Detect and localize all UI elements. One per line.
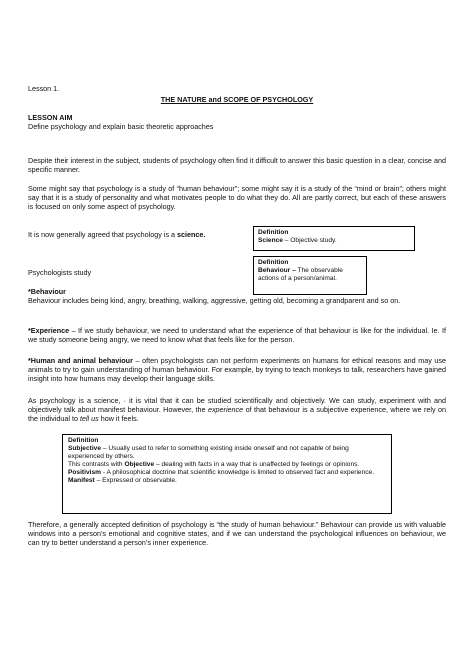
term-positivism: Positivism [68, 469, 101, 476]
aim-heading: LESSON AIM [28, 113, 73, 122]
definition-subjective [68, 445, 386, 461]
definition-positivism [68, 469, 386, 477]
science-text-c: how it feels. [98, 414, 139, 423]
text-manifest: – Expressed or observable. [94, 477, 177, 484]
definition-manifest [68, 477, 386, 485]
human-animal-paragraph [28, 356, 446, 383]
text-positivism: - A philosophical doctrine that scientific knowledge is limited to observed fact and experience. [100, 469, 375, 476]
definition-behaviour [258, 267, 362, 283]
definition-heading: Definition [68, 437, 99, 444]
experience-text: – If we study behaviour, we need to understand what the experience of that behaviour is like for the individual. Ie. If we study someone being angry, we need to know what that feels like for the person. [28, 326, 446, 344]
definition-heading: Definition [258, 229, 289, 236]
definition-heading: Definition [258, 259, 289, 266]
text-objective: – dealing with facts in a way that is unaffected by feelings or opinions. [154, 461, 360, 468]
term-subjective: Subjective [68, 445, 101, 452]
science-keyword: science. [177, 230, 206, 239]
psychologists-study-label: Psychologists study [28, 268, 92, 277]
definition-box-behaviour [253, 256, 367, 295]
paragraph-conclusion: Therefore, a generally accepted definition of psychology is “the study of human behaviour.” Behaviour can provide us with valuable windows into a person’s emotional and cognitive states, and if we can understand the psychological influences on behaviour, we can try to better understand a person’s inner experience. [28, 520, 446, 547]
page-title: THE NATURE and SCOPE OF PSYCHOLOGY [160, 95, 314, 104]
paragraph-science [28, 230, 205, 239]
science-statement: It is now generally agreed that psychology is a [28, 230, 178, 239]
experience-term: *Experience [28, 326, 70, 335]
behaviour-heading: *Behaviour [28, 287, 66, 296]
experience-paragraph [28, 326, 446, 344]
paragraph-intro: Despite their interest in the subject, students of psychology often find it difficult to answer this basic question in a clear, concise and specific manner. [28, 156, 446, 174]
definition-box-terms [62, 434, 392, 514]
definition-objective [68, 461, 386, 469]
definition-science [258, 237, 410, 245]
lesson-number: Lesson 1. [28, 84, 60, 93]
aim-text: Define psychology and explain basic theoretic approaches [28, 122, 214, 131]
science-emphasis-experience: experience [207, 405, 244, 414]
behaviour-text: Behaviour includes being kind, angry, breathing, walking, aggressive, getting old, becoming a grandparent and so on. [28, 296, 401, 305]
definition-term: Science [258, 237, 283, 244]
text-objective-pre: This contrasts with [68, 461, 125, 468]
definition-box-science [253, 226, 415, 251]
human-animal-text: – often psychologists can not perform experiments on humans for ethical reasons and may use animals to try to gain understanding of human behaviour. For example, by trying to teach monkeys to talk, researchers have gained insight into how humans may develop their language skills. [28, 356, 446, 383]
science-text-a: As psychology is a science, · it is vital that it can be studied scientifically and objectively. We can study, experiment with and objectively talk about manifest behaviour. However, the [28, 396, 446, 414]
science-text-b: of that behaviour is a subjective experience, where we rely on the individual to [28, 405, 446, 423]
definition-text: – Objective study. [282, 237, 337, 244]
term-objective: Objective [124, 461, 155, 468]
definition-term: Behaviour – [258, 267, 296, 274]
definition-text: The observable actions of a person/animal. [258, 267, 343, 282]
text-subjective: – Usually used to refer to something existing inside oneself and not capable of being experienced by others. [68, 445, 349, 460]
science-emphasis-tell-us: tell us [79, 414, 99, 423]
term-manifest: Manifest [68, 477, 95, 484]
science-experience-paragraph [28, 396, 446, 423]
human-animal-term: *Human and animal behaviour [28, 356, 133, 365]
paragraph-views: Some might say that psychology is a study of “human behaviour”; some might say it is a study of the “mind or brain”; others might say that it is a study of personality and what motivates people to do what they do. All are partly correct, but each of these answers is focused on only some aspect of psychology. [28, 184, 446, 211]
